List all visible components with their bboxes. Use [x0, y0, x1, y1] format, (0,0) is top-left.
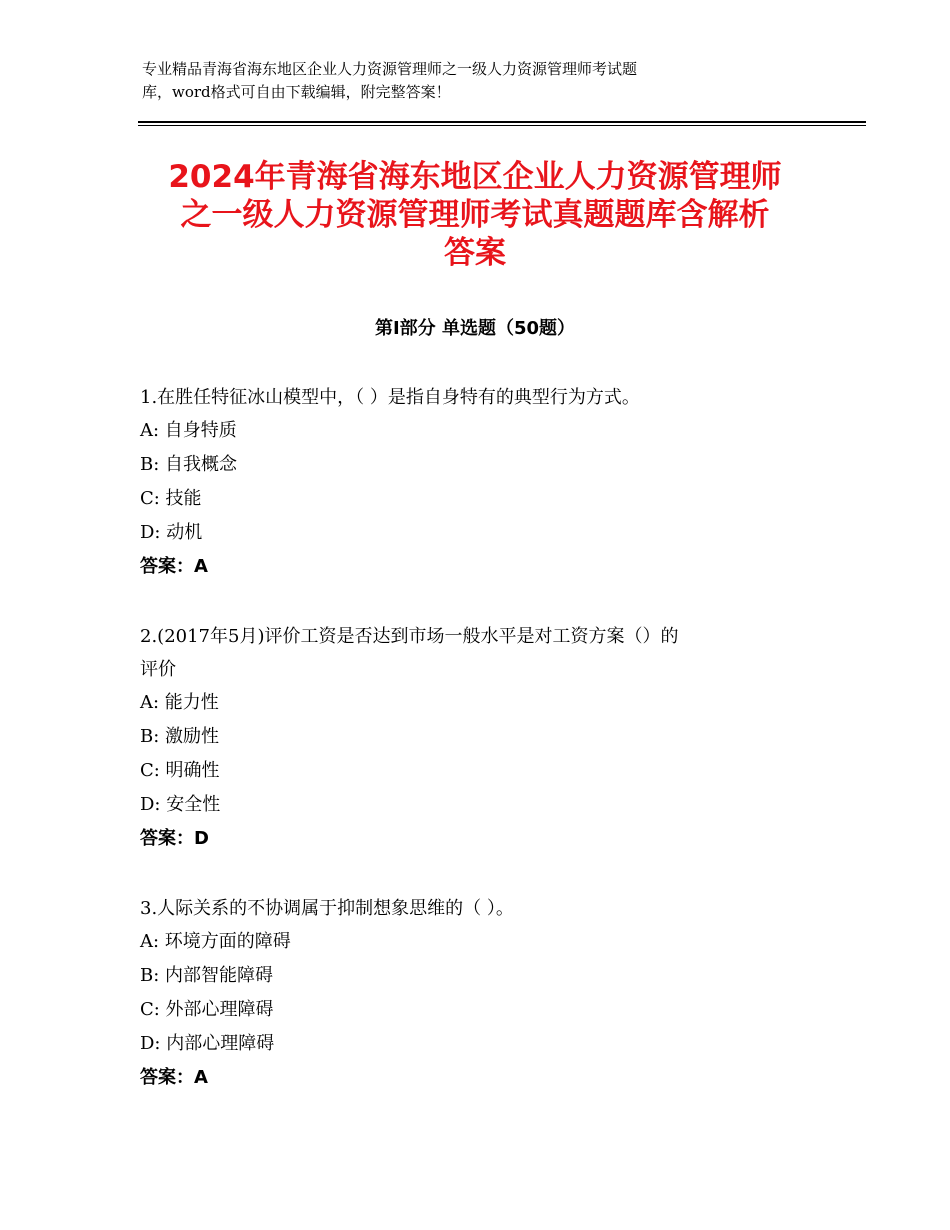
title-line-3: 答案	[444, 235, 506, 271]
option-b: B: 内部智能障碍	[140, 965, 274, 986]
answer: 答案：A	[140, 1067, 208, 1088]
header-note-line-2: 库，word格式可自由下载编辑，附完整答案！	[142, 83, 451, 101]
option-d: D: 安全性	[140, 794, 221, 815]
option-c: C: 明确性	[140, 760, 220, 781]
header-divider-thin	[138, 125, 866, 126]
header-note	[142, 58, 802, 104]
option-c: C: 技能	[140, 488, 202, 509]
question-1	[140, 381, 820, 584]
answer: 答案：D	[140, 828, 209, 849]
option-a: A: 环境方面的障碍	[140, 931, 291, 952]
question-list	[140, 381, 820, 1095]
question-spacer	[140, 856, 820, 892]
header-divider-thick	[138, 121, 866, 123]
question-stem: 2.(2017年5月)评价工资是否达到市场一般水平是对工资方案（）的	[140, 626, 679, 647]
question-spacer	[140, 584, 820, 620]
question-stem: 1.在胜任特征冰山模型中，（ ）是指自身特有的典型行为方式。	[140, 387, 640, 408]
question-3	[140, 892, 820, 1095]
option-b: B: 自我概念	[140, 454, 238, 475]
option-a: A: 自身特质	[140, 420, 237, 441]
option-a: A: 能力性	[140, 692, 219, 713]
title-line-2: 之一级人力资源管理师考试真题题库含解析	[180, 197, 770, 233]
document-title	[140, 158, 810, 272]
answer: 答案：A	[140, 556, 208, 577]
question-stem-continued: 评价	[140, 659, 176, 680]
option-b: B: 激励性	[140, 726, 220, 747]
title-line-1: 2024年青海省海东地区企业人力资源管理师	[168, 159, 782, 195]
option-d: D: 动机	[140, 522, 203, 543]
section-heading: 第Ⅰ部分 单选题（50题）	[374, 318, 575, 339]
option-d: D: 内部心理障碍	[140, 1033, 275, 1054]
header-note-line-1: 专业精品青海省海东地区企业人力资源管理师之一级人力资源管理师考试题	[142, 60, 638, 78]
question-stem: 3.人际关系的不协调属于抑制想象思维的（ ）。	[140, 898, 514, 919]
option-c: C: 外部心理障碍	[140, 999, 274, 1020]
question-2	[140, 620, 820, 856]
